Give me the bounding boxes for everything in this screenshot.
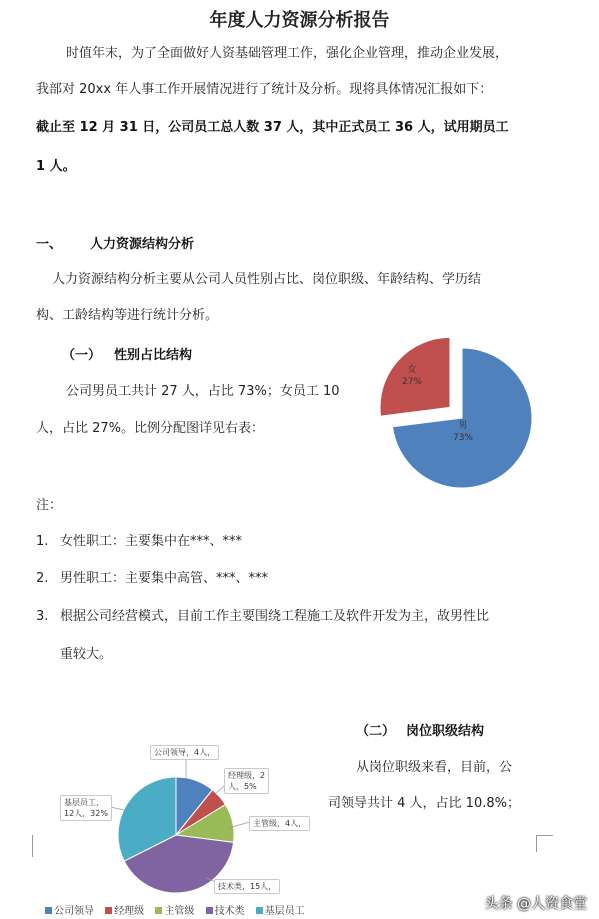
section1-title: 人力资源结构分析 xyxy=(90,237,195,252)
note-1-number: 1. xyxy=(36,534,49,549)
callout-staff-line1: 基层员工， xyxy=(64,798,104,807)
legend-item-supervisor xyxy=(155,906,194,917)
note-3-number: 3. xyxy=(36,609,49,624)
intro-line-2: 我部对 20xx 年人事工作开展情况进行了统计及分析。现将具体情况汇报如下： xyxy=(36,82,493,97)
pie-label-female: 女 xyxy=(407,365,417,375)
note-label: 注： xyxy=(36,498,63,513)
section1-desc-1: 人力资源结构分析主要从公司人员性别占比、岗位职级、年龄结构、学历结 xyxy=(52,272,482,287)
sub2-number: （二） xyxy=(356,724,396,739)
legend-label: 公司领导 xyxy=(54,906,94,917)
gender-pie-chart xyxy=(360,320,550,490)
callout-manager xyxy=(224,768,269,794)
legend-item-leaders xyxy=(45,906,94,917)
callout-staff-line2: 12人，32% xyxy=(64,809,108,818)
section1-desc-2: 构、工龄结构等进行统计分析。 xyxy=(36,308,219,323)
legend-label: 技术类 xyxy=(214,906,245,917)
sub1-text-1: 公司男员工共计 27 人，占比 73%；女员工 10 xyxy=(66,384,340,399)
legend-item-staff xyxy=(256,906,305,917)
legend-label: 基层员工 xyxy=(264,906,305,917)
note-3-text: 根据公司经营模式，目前工作主要围绕工程施工及软件开发为主，故男性比 xyxy=(60,609,490,624)
sub2-text-1: 从岗位职级来看，目前，公 xyxy=(356,760,513,775)
legend-swatch xyxy=(206,907,213,914)
document-title: 年度人力资源分析报告 xyxy=(209,10,390,31)
legend-swatch xyxy=(105,907,112,914)
intro-bold-line-2: 1 人。 xyxy=(36,159,76,174)
pie-label-male: 男 xyxy=(458,421,468,431)
legend-label: 经理级 xyxy=(114,906,145,917)
intro-line-1: 时值年末，为了全面做好人资基础管理工作，强化企业管理，推动企业发展， xyxy=(66,46,509,61)
note-2-number: 2. xyxy=(36,571,49,586)
sub2-title: 岗位职级结构 xyxy=(406,724,485,739)
watermark: 头条 @人资食堂 xyxy=(484,896,587,912)
section1-number: 一、 xyxy=(36,237,63,252)
intro-bold-line-1: 截止至 12 月 31 日，公司员工总人数 37 人，其中正式员工 36 人，试用期员工 xyxy=(36,120,509,135)
legend-swatch xyxy=(155,907,162,914)
legend-item-tech xyxy=(206,906,245,917)
legend-item-manager xyxy=(105,906,144,917)
sub1-text-2: 人，占比 27%。比例分配图详见右表： xyxy=(36,421,265,436)
sub1-title: 性别占比结构 xyxy=(114,348,193,363)
callout-manager-line2: 人，5% xyxy=(228,782,257,791)
sub1-number: （一） xyxy=(62,348,102,363)
legend-swatch xyxy=(256,907,263,914)
crop-mark-right xyxy=(536,835,553,852)
callout-supervisor: 主管级，4人， xyxy=(249,816,310,831)
callout-staff xyxy=(60,795,112,821)
legend-swatch xyxy=(45,907,52,914)
note-1-text: 女性职工：主要集中在***、*** xyxy=(60,534,243,549)
callout-tech: 技术类，15人， xyxy=(214,879,280,894)
crop-mark-left xyxy=(16,835,33,857)
callout-manager-line1: 经理级，2 xyxy=(228,771,266,780)
legend-label: 主管级 xyxy=(164,906,195,917)
sub2-text-2: 司领导共计 4 人，占比 10.8%； xyxy=(328,796,520,811)
pie-label-female-percent: 27% xyxy=(401,377,423,387)
note-2-text: 男性职工：主要集中高管、***、*** xyxy=(60,571,269,586)
pie-label-male-percent: 73% xyxy=(452,433,474,443)
note-3-continuation: 重较大。 xyxy=(60,647,113,662)
position-chart-legend xyxy=(45,902,313,917)
callout-leaders: 公司领导，4人， xyxy=(150,745,219,760)
